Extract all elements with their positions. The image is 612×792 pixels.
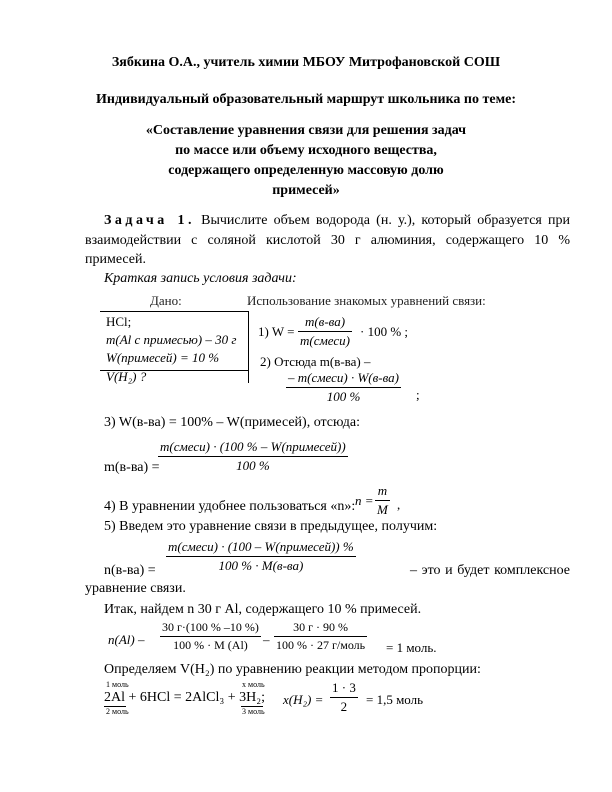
step3-lhs: m(в-ва) = [104, 460, 160, 475]
topic-line-1: «Составление уравнения связи для решения задач [145, 123, 467, 138]
reaction-equation: 2Al + 6HCl = 2AlCl₃ + 3H₂; [104, 690, 266, 705]
step3-denominator: 100 % [158, 456, 348, 474]
task-line-1 [104, 213, 570, 229]
reaction-mol-below-left: 2 моль [106, 707, 129, 716]
step5-tail-word: это [421, 563, 441, 578]
calc-result: = 1 моль. [386, 640, 437, 655]
given-row-3: W(примесей) = 10 % [106, 350, 220, 365]
given-row-4: V(H₂) ? [106, 369, 147, 384]
step4-lhs: n = [355, 493, 374, 508]
eq1-denominator: m(смеси) [300, 333, 350, 348]
x-result: = 1,5 моль [366, 692, 424, 707]
calc-fraction-1 [160, 620, 261, 653]
given-row-2: m(Al с примесью) – 30 г [106, 332, 237, 347]
task-line-2: взаимодействии с соляной кислотой 30 г алюминия, содержащего 10 % [85, 233, 570, 248]
calc-numerator-2: 30 г · 90 % [293, 620, 349, 634]
task-line-3: примесей. [85, 252, 146, 267]
eq2-tail: ; [416, 387, 420, 402]
x-fraction [330, 680, 358, 715]
step5-tail-word: будет [457, 563, 490, 578]
eq1-suffix: · 100 % ; [360, 324, 409, 339]
step4-text: 4) В уравнении удобнее пользоваться «n»: [104, 499, 356, 514]
eq1-prefix: 1) W = [258, 324, 295, 339]
calc-denominator-2: 100 % · 27 г/моль [276, 638, 366, 652]
given-row-1: HCl; [106, 314, 132, 329]
topic-line-3: содержащего определенную массовую долю [168, 163, 444, 178]
step4-denominator: M [377, 502, 388, 517]
eq2-numerator: – m(смеси) · W(в-ва) [288, 370, 399, 385]
step5-tail-word: комплексное [494, 563, 570, 578]
topic-line-2: по массе или объему исходного вещества, [175, 143, 437, 158]
step4-numerator: m [377, 483, 388, 498]
reaction-mol-above-left: 1 моль [106, 680, 129, 689]
step4-fraction [375, 483, 390, 518]
given-top-rule [100, 311, 248, 312]
task-label: Задача 1. [104, 213, 195, 228]
step5-tail-line-2: уравнение связи. [85, 581, 186, 596]
short-record-heading: Краткая запись условия задачи: [104, 271, 297, 286]
step5-numerator: m(смеси) · (100 – W(примесей)) % [168, 539, 354, 554]
topic-line-4: примесей» [272, 183, 340, 198]
reaction-mol-below-right: 3 моль [242, 707, 265, 716]
given-header-right: Использование знакомых уравнений связи: [247, 293, 486, 308]
calc-mid: – [263, 632, 270, 647]
step3-numerator: m(смеси) · (100 % – W(примесей)) [160, 439, 346, 454]
step4-tail: , [397, 497, 401, 512]
x-denominator: 2 [330, 697, 358, 715]
given-header: Дано: [150, 293, 182, 308]
given-vertical-rule [248, 311, 249, 383]
eq2-fraction [286, 370, 401, 405]
eq1-numerator: m(в-ва) [304, 314, 346, 329]
task-text-1: Вычислите объем водорода (н. у.), который образуется при [201, 213, 570, 228]
calc-denominator-1: 100 % · M (Al) [160, 636, 261, 653]
calc-lhs: n(Al) – [108, 632, 145, 647]
determine-text: Определяем V(H₂) по уравнению реакции методом пропорции: [104, 662, 481, 677]
step3-fraction [158, 439, 348, 474]
step5-tail [410, 563, 570, 579]
step5-text: 5) Введем это уравнение связи в предыдущее, получим: [104, 519, 438, 534]
step5-denominator: 100 % · M(в-ва) [166, 556, 356, 574]
eq1-fraction [298, 314, 352, 349]
step3-text: 3) W(в-ва) = 100% – W(примесей), отсюда: [104, 415, 360, 430]
x-lhs: x(H₂) = [283, 692, 324, 707]
step5-tail-word: и [445, 563, 453, 578]
route-line: Индивидуальный образовательный маршрут школьника по теме: [95, 92, 517, 107]
x-numerator: 1 · 3 [332, 680, 356, 695]
step5-fraction [166, 539, 356, 574]
eq2-denominator: 100 % [286, 387, 401, 405]
step5-lhs: n(в-ва) = [104, 563, 156, 578]
author-line: Зябкина О.А., учитель химии МБОУ Митрофановской СОШ [111, 55, 501, 70]
step5-tail-word: – [410, 563, 417, 578]
find-text: Итак, найдем n 30 г Al, содержащего 10 % примесей. [104, 602, 422, 617]
eq2-text: 2) Отсюда m(в-ва) – [260, 354, 371, 369]
reaction-mol-above-right: x моль [242, 680, 265, 689]
calc-numerator-1: 30 г·(100 % –10 %) [162, 620, 259, 634]
calc-fraction-2 [274, 620, 367, 653]
